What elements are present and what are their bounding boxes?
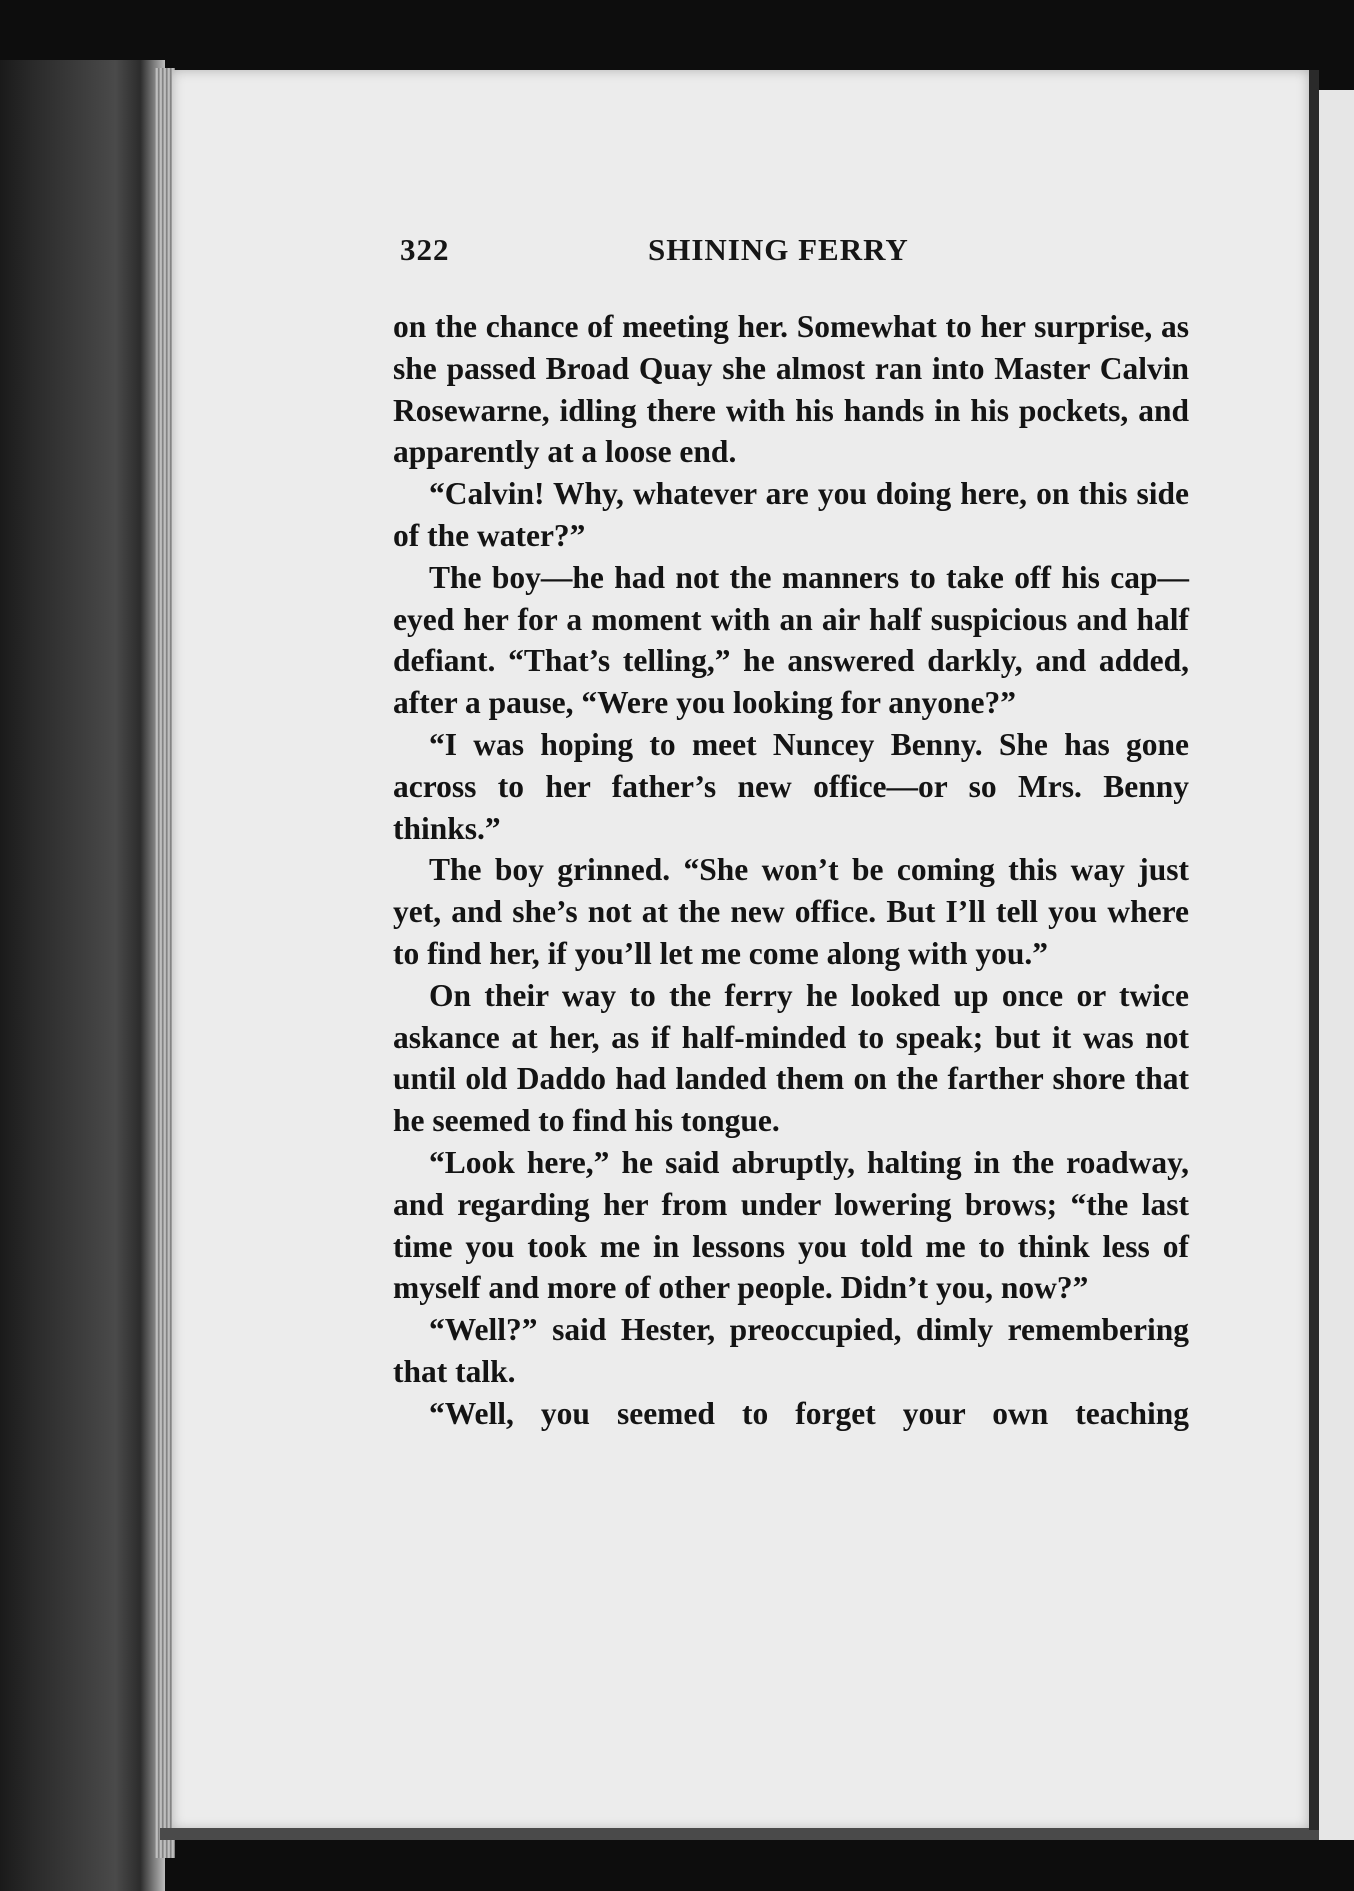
paragraph: “Well, you seemed to forget your own teaching xyxy=(429,1395,1189,1431)
facing-page-edge xyxy=(1319,90,1354,1840)
paragraph: “Look here,” he said abruptly, halting in the roadway, and regarding her from under lowering brows; “the last time you took me in lessons you told me to think less of myself and more of other people. Didn’t you, now?” xyxy=(393,1144,1189,1306)
page-bottom-edge xyxy=(160,1828,1320,1840)
paragraph: “Well?” said Hester, preoccupied, dimly remembering that talk. xyxy=(393,1312,1189,1389)
paragraph: The boy grinned. “She won’t be coming this way just yet, and she’s not at the new office. But I’ll tell you where to find her, if you’ll let me come along with you.” xyxy=(393,852,1189,971)
page-number: 322 xyxy=(400,232,450,267)
paragraph: “I was hoping to meet Nuncey Benny. She has gone across to her father’s new office—or so Mrs. Benny thinks.” xyxy=(393,726,1189,846)
paragraph: On their way to the ferry he looked up once or twice askance at her, as if half-minded to speak; but it was not until old Daddo had landed them on the farther shore that he seemed to find his tongue. xyxy=(393,977,1189,1139)
running-title: SHINING FERRY xyxy=(648,232,909,267)
paragraph: on the chance of meeting her. Somewhat to her surprise, as she passed Broad Quay she almost ran into Master Calvin Rosewarne, idling there with his hands in his pockets, and apparently at a loose end. xyxy=(393,309,1189,470)
running-head xyxy=(400,232,940,276)
body-text xyxy=(393,306,1189,1435)
page-right-shadow xyxy=(1309,70,1319,1830)
paragraph: “Calvin! Why, whatever are you doing here, on this side of the water?” xyxy=(393,476,1189,553)
paragraph: The boy—he had not the manners to take off his cap—eyed her for a moment with an air half suspicious and half defiant. “That’s telling,” he answered darkly, and added, after a pause, “Were you looking for anyone?” xyxy=(393,559,1189,721)
book-spine-shadow xyxy=(0,60,165,1891)
